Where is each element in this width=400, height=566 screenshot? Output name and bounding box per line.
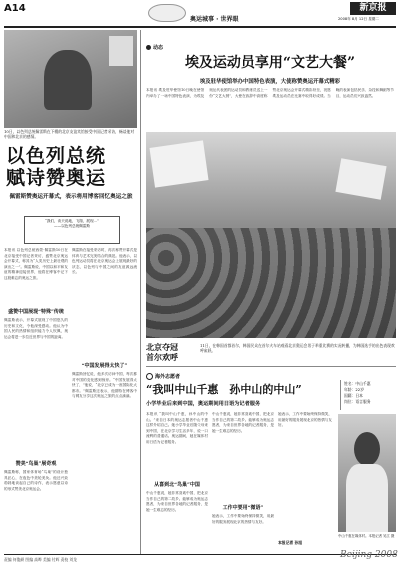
bottom-body: 本报讯 “我叫中山千惠，孙中山的中山。”来自日本的奥运志愿者中山千惠这样介绍自己。她小学毕业后随父母来到中国，在北京学习生活多年，说一口流利的普通话。奥运期间，她在媒体村用日语为记者服务。 bbox=[146, 412, 208, 444]
bottom-body-3: 她表示，工作中要始终保持微笑，用最好的服务展现北京的热情与友好。 bbox=[212, 514, 274, 524]
volunteer-info-box bbox=[340, 380, 397, 410]
beijing-2008-logo bbox=[340, 550, 398, 560]
bottom-body-2b: 中山千惠说，她非常喜欢中国，把北京当作自己的第二故乡。能够成为奥运志愿者，为来自世界各地的记者服务，是她一生难忘的经历。 bbox=[212, 412, 274, 433]
photo-flag-left bbox=[149, 140, 208, 187]
bottom-byline: 本报记者 孙旭 bbox=[278, 540, 303, 545]
big-photo-caption-title: 北京夺冠 首尔欢呼 bbox=[146, 342, 178, 362]
footer-credits: 责编 何俊颜 图编 高晔 美编 付辉 责校 刘龙 bbox=[4, 557, 77, 562]
page-number: A14 bbox=[4, 3, 26, 14]
beijing-2008-logo-text: Beijing 2008 bbox=[340, 550, 398, 560]
left-headline: 以色列总统 赋诗赞奥运 bbox=[6, 145, 107, 189]
left-poem: “我们，谈天说地，飞翔，展现…” ——以色列总统佩雷斯 bbox=[45, 219, 99, 228]
volunteer-tag-label: 海外志愿者 bbox=[155, 374, 181, 380]
volunteer-tag-icon bbox=[146, 373, 153, 380]
volunteer-photo bbox=[338, 414, 396, 532]
bottom-subhead-2: 从喜到北“鸟巢”中国 bbox=[154, 482, 200, 488]
header-rule bbox=[4, 26, 396, 28]
president-photo bbox=[4, 30, 137, 128]
issue-date: 2008年 8月 12日 星期二 bbox=[338, 17, 379, 21]
mid-body-2: 佩雷斯回忆说，他多次访问中国，每次都对中国的变化感到惊讶。“中国发展得太快了，”他说，“北京已成为一座国际化大都市。”佩雷斯还表示，他期待在博客中与网友分享这次奥运之旅的点点滴滴。 bbox=[72, 372, 137, 399]
left-body-2: 佩雷斯表示，开幕式展现了中国悠久的历史和文化，令他深受感动。他认为中国人民的热情和组织能力令人钦佩，奥运会将进一步拉近世界与中国的距离。 bbox=[4, 318, 68, 339]
photo-flag bbox=[109, 36, 133, 66]
left-column-divider bbox=[140, 30, 141, 555]
left-poem-box bbox=[24, 216, 120, 244]
bottom-body-2: 中山千惠说，她非常喜欢中国，把北京当作自己的第二故乡。能够成为奥运志愿者，为来自世界各地的记者服务，是她一生难忘的经历。 bbox=[146, 491, 208, 512]
seoul-fans-photo bbox=[146, 132, 396, 338]
volunteer-photo-caption: 中山千惠在媒体村。本报记者 吴江 摄 bbox=[338, 534, 395, 538]
paper-name-box bbox=[350, 2, 396, 15]
top-right-headline: 埃及运动员享用“文艺大餐” bbox=[184, 55, 356, 71]
dynamic-tag-icon bbox=[146, 45, 151, 50]
left-subhead-2: 盛赞中国展现“特殊”传统 bbox=[8, 309, 64, 315]
left-body: 本报讯 以色列总统西蒙·佩雷斯10日在北京接受中国记者采访，盛赞北京奥运会开幕式，称其为“人类历史上最壮观的演出之一”。佩雷斯说，中国以和平和友谊的精神迎接世界，他将在博客中记下这段难忘的奥运之旅。 bbox=[4, 248, 68, 280]
big-photo-caption: 11日，在韩国首都首尔，韩国民众在首尔火车站观看北京奥运会男子举重比赛的实况转播，为韩国选手的出色表现欢呼雀跃。 bbox=[200, 343, 395, 353]
bottom-headline: “我叫中山千惠 孙中山的中山” bbox=[146, 383, 302, 396]
left-subhead: 佩雷斯赞奥运开幕式，表示将用博客回忆奥运之旅 bbox=[9, 194, 133, 200]
volunteer-body bbox=[346, 464, 388, 532]
dynamic-tag bbox=[146, 44, 163, 51]
volunteer-info: 姓名：中山千惠 年龄：22岁 国籍：日本 岗位：语言服务 bbox=[344, 381, 371, 404]
top-right-body: 本报讯 埃及驻华使馆10日晚在使馆内举办了一场中国特色表演，为埃及奥运代表团的运动员和教练员送上一份“文艺大餐”，大使在致辞中高度称赞北京奥运会开幕式精彩纷呈，祝愿埃及运动员在比赛中取得好成绩。当晚的表演包括民乐、杂技和舞蹈等节目，运动员们兴致盎然。 bbox=[146, 88, 394, 98]
photo-crowd bbox=[146, 228, 396, 338]
bottom-subhead: 小学毕业后来到中国，奥运期间用日语为记者服务 bbox=[146, 401, 261, 407]
left-subhead-3: 赞美“鸟巢”展奇观 bbox=[15, 461, 57, 467]
photo-figure bbox=[44, 50, 92, 110]
mid-rule bbox=[146, 366, 396, 367]
top-right-subhead: 埃及驻华使馆举办中国特色表演，大使称赞奥运开幕式精彩 bbox=[199, 79, 341, 85]
olympic-emblem bbox=[148, 4, 186, 22]
paper-name: 新京报 bbox=[359, 3, 387, 13]
left-body-3: 佩雷斯称，国家体育场“鸟巢”的设计独具匠心，在夜色中美轮美奂。他还兴致勃勃地谈起自己的诗作，表示愿意以诗的形式赞美北京奥运会。 bbox=[4, 470, 68, 491]
mid-body: 佩雷斯在接受采访时，再次称赞开幕式是体育与艺术完美结合的典范。他表示，以色列运动员将在北京奥运会上展现最好的状态，以色列与中国之间的友谊源远流长。 bbox=[72, 248, 137, 275]
volunteer-figure bbox=[354, 432, 380, 466]
photo-flag-right bbox=[335, 158, 386, 199]
president-photo-caption: 10日，以色列总统佩雷斯在下榻的北京友谊宾馆接受中国记者采访，畅谈他对中国和北京的感情。 bbox=[4, 129, 135, 139]
footer-rule bbox=[4, 554, 396, 555]
dynamic-tag-label: 动态 bbox=[153, 45, 164, 51]
mid-subhead: “中国发展得太快了” bbox=[81, 363, 128, 369]
bottom-subhead-3: 工作中要用“微语” bbox=[222, 505, 264, 511]
bottom-body-3b: 她表示，工作中要始终保持微笑，用最好的服务展现北京的热情与友好。 bbox=[278, 412, 332, 428]
volunteer-tag bbox=[146, 373, 180, 380]
section-title: 奥运城事 · 世界眼 bbox=[190, 16, 239, 23]
